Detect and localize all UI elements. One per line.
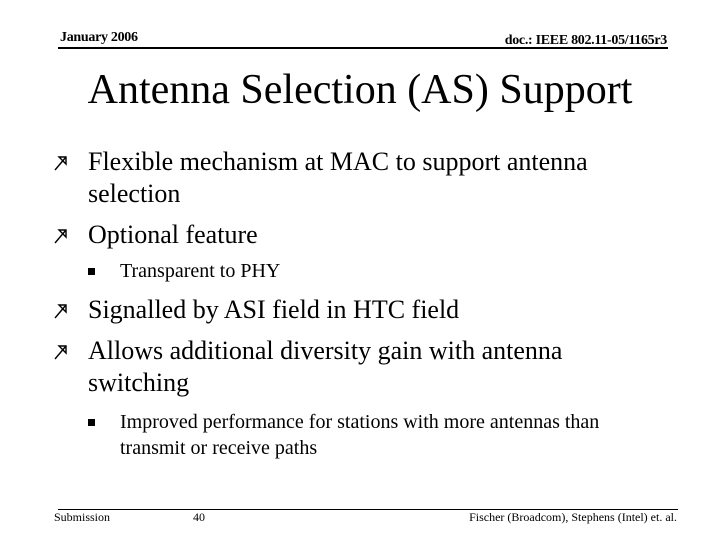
footer-authors: Fischer (Broadcom), Stephens (Intel) et. al. xyxy=(469,510,677,524)
square-bullet-icon xyxy=(88,268,95,275)
arrow-bullet-icon xyxy=(53,154,69,172)
footer-page-number: 40 xyxy=(193,510,205,524)
header-doc-id: doc.: IEEE 802.11-05/1165r3 xyxy=(504,33,667,48)
square-bullet-icon xyxy=(88,419,95,426)
sub-bullet-item xyxy=(120,409,665,461)
bullet-text: Improved performance for stations with more antennas than transmit or receive paths xyxy=(120,411,600,459)
arrow-bullet-icon xyxy=(53,343,69,361)
bullet-text: Flexible mechanism at MAC to support antenna selection xyxy=(88,147,588,208)
header-date: January 2006 xyxy=(60,30,138,45)
bullet-text: Allows additional diversity gain with antenna switching xyxy=(88,336,563,397)
bullet-item xyxy=(88,335,668,399)
bullet-item xyxy=(88,146,668,210)
bullet-item xyxy=(88,219,668,251)
slide-title: Antenna Selection (AS) Support xyxy=(87,67,633,113)
bullet-item xyxy=(88,294,668,326)
header-rule xyxy=(58,47,668,49)
footer-submission: Submission xyxy=(54,510,111,524)
bullet-text: Signalled by ASI field in HTC field xyxy=(88,295,460,324)
sub-bullet-item xyxy=(120,258,680,284)
bullet-text: Optional feature xyxy=(88,220,258,249)
arrow-bullet-icon xyxy=(53,227,69,245)
bullet-text: Transparent to PHY xyxy=(120,260,281,282)
arrow-bullet-icon xyxy=(53,302,69,320)
